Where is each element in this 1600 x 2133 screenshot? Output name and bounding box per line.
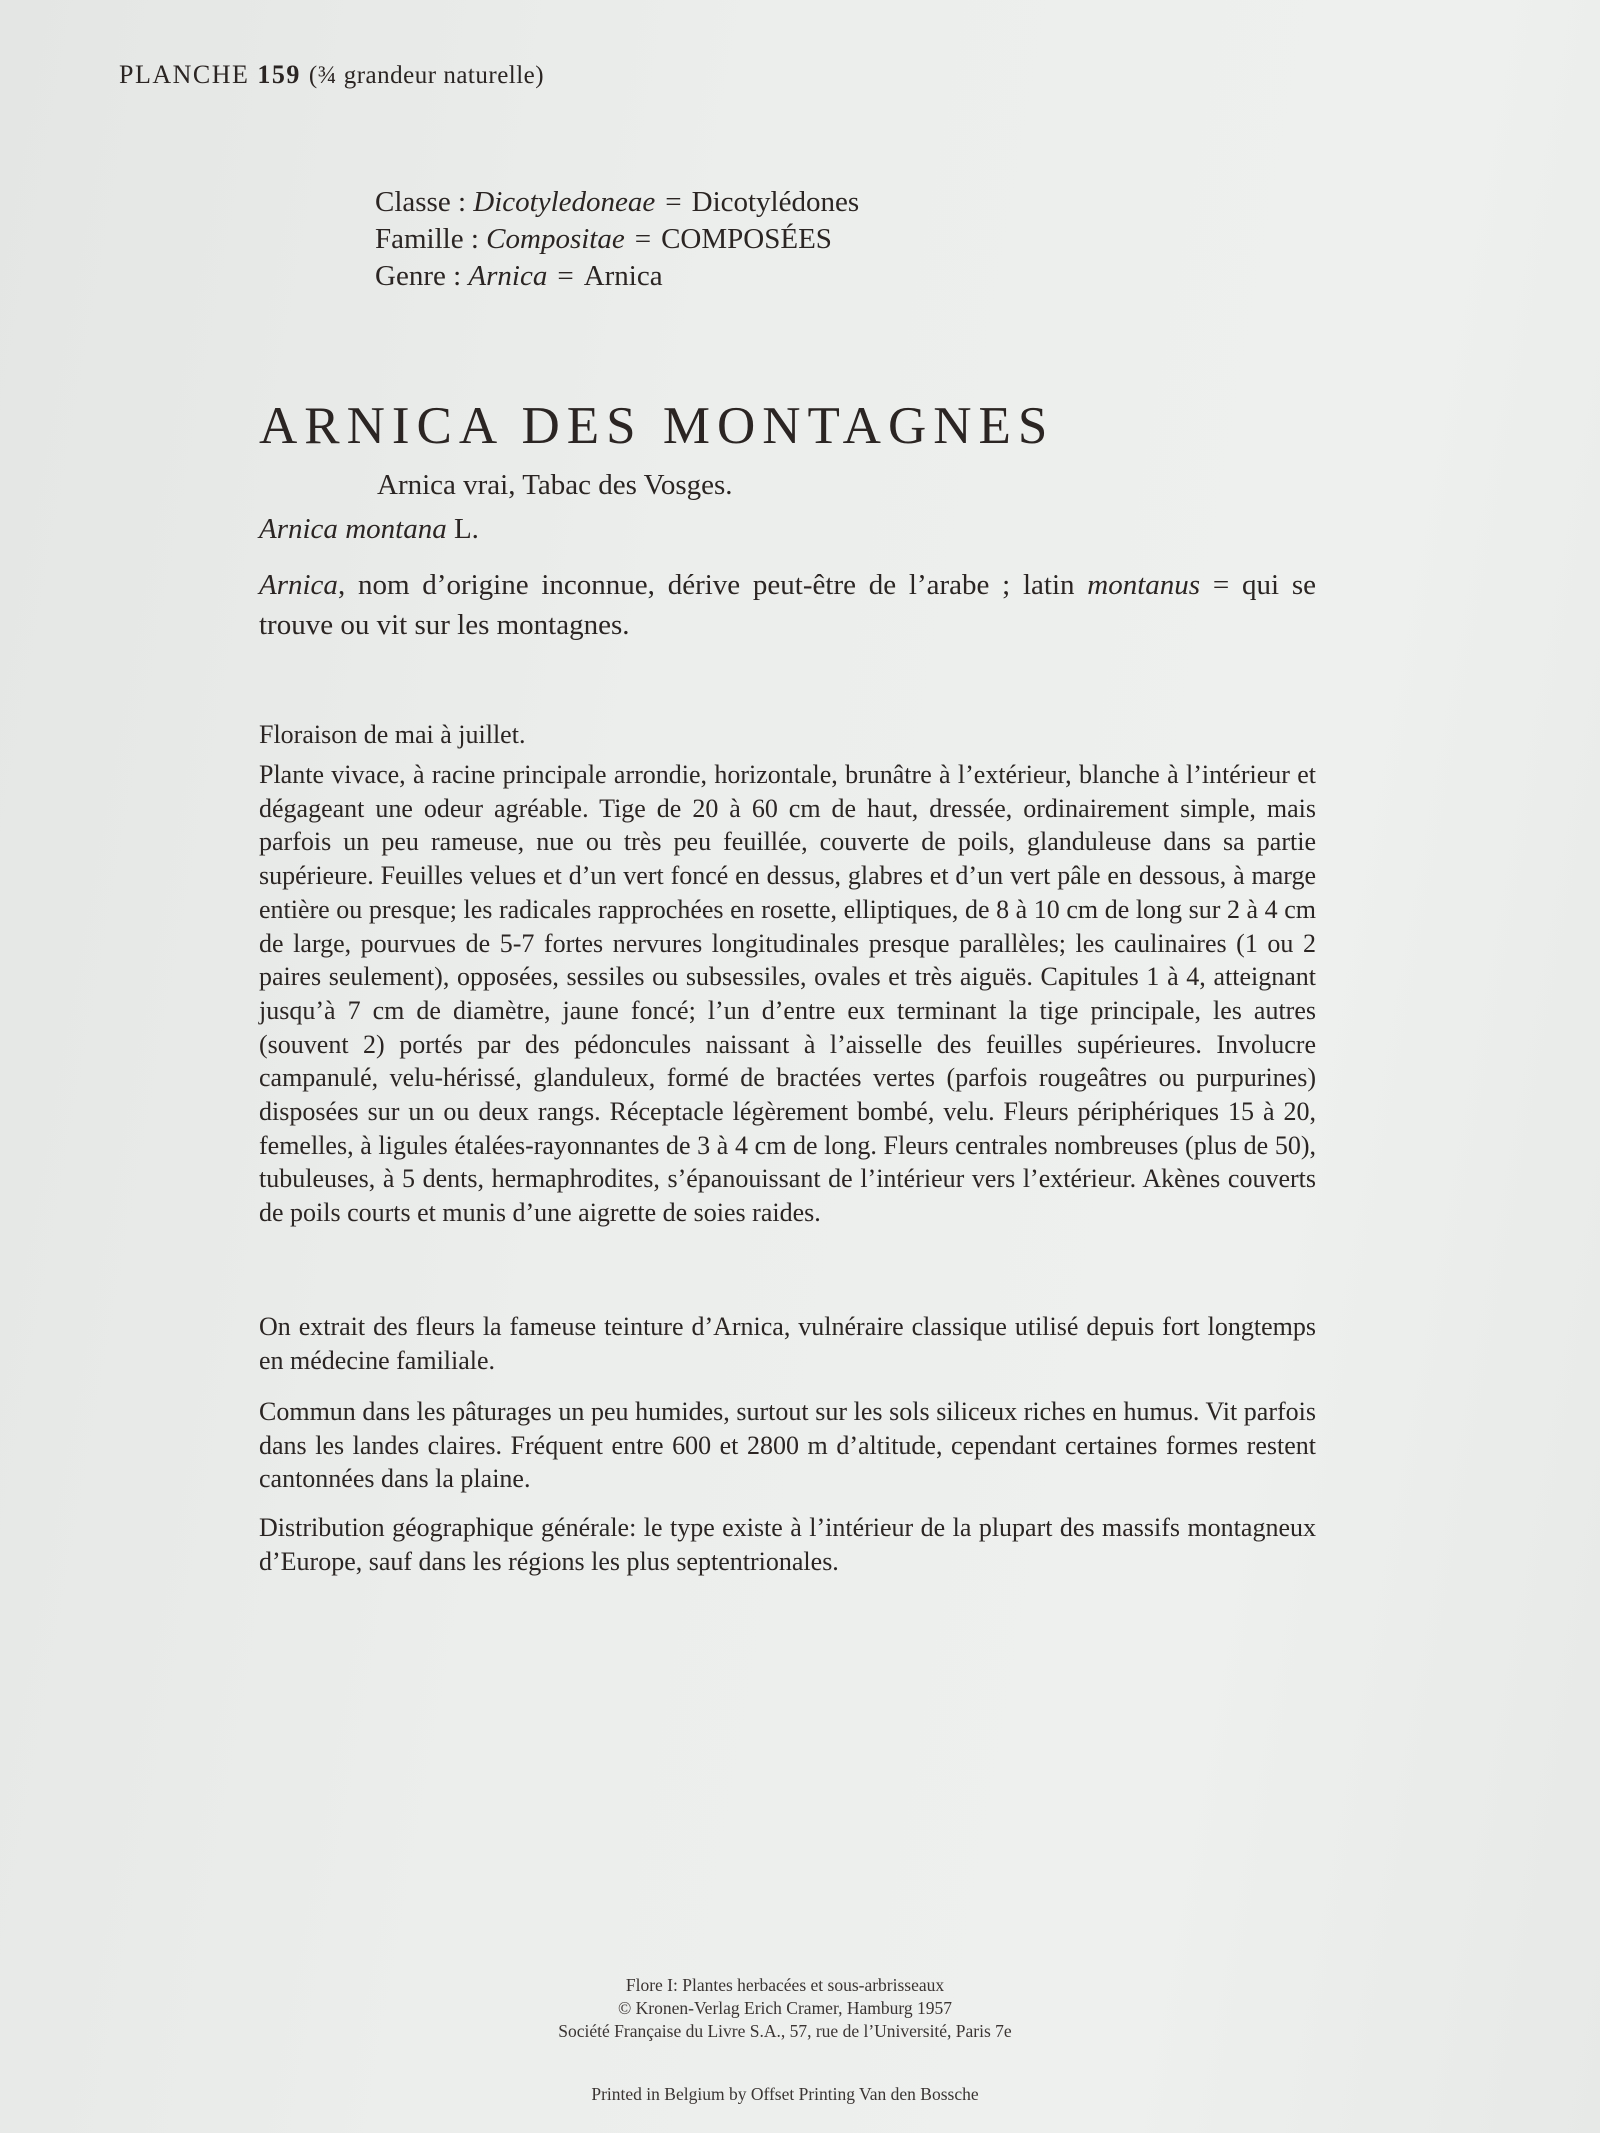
latin-genus: Arnica bbox=[259, 513, 338, 545]
latin-author: L. bbox=[453, 513, 479, 545]
taxonomy-block bbox=[375, 184, 859, 295]
description-paragraph bbox=[259, 758, 1316, 1230]
footer-credits bbox=[0, 1974, 1570, 2043]
species-title: ARNICA DES MONTAGNES bbox=[259, 397, 1055, 455]
taxonomy-equals: = bbox=[634, 223, 652, 255]
plate-label: PLANCHE bbox=[119, 60, 250, 89]
taxonomy-rank: Classe : bbox=[375, 186, 467, 218]
footer-printer bbox=[0, 2083, 1570, 2106]
taxonomy-french: Dicotylédones bbox=[691, 186, 860, 218]
plate-header bbox=[119, 60, 544, 90]
footer-printer-text: Printed in Belgium by Offset Printing Van den Bossche bbox=[591, 2084, 979, 2104]
latin-epithet: montana bbox=[345, 513, 447, 545]
taxonomy-latin: Dicotyledoneae bbox=[473, 186, 656, 218]
common-names: Arnica vrai, Tabac des Vosges. bbox=[377, 469, 733, 501]
taxonomy-french: Arnica bbox=[583, 260, 663, 292]
taxonomy-latin: Compositae bbox=[486, 223, 625, 255]
latin-name bbox=[259, 513, 479, 546]
flowering-text: Floraison de mai à juillet. bbox=[259, 720, 526, 749]
scale-note: (¾ grandeur naturelle) bbox=[308, 62, 545, 89]
taxonomy-row-family bbox=[375, 221, 859, 258]
footer-copyright: © Kronen-Verlag Erich Cramer, Hamburg 1957 bbox=[618, 1998, 952, 2018]
taxonomy-latin: Arnica bbox=[468, 260, 548, 292]
plate-number: 159 bbox=[257, 60, 301, 89]
etymology-paragraph bbox=[259, 565, 1316, 645]
habitat-paragraph bbox=[259, 1395, 1316, 1496]
etymology-text: , nom d’origine inconnue, dérive peut-être de l’arabe ; latin bbox=[337, 569, 1088, 601]
taxonomy-row-class bbox=[375, 184, 859, 221]
flowering-period bbox=[259, 718, 1316, 752]
etymology-term: Arnica bbox=[259, 569, 338, 601]
distribution-text: Distribution géographique générale: le type existe à l’intérieur de la plupart des massifs montagneux d’Europe, sauf dans les régions les plus septentrionales. bbox=[259, 1513, 1316, 1576]
taxonomy-french: COMPOSÉES bbox=[661, 223, 832, 255]
etymology-term: montanus bbox=[1087, 569, 1201, 601]
usage-paragraph bbox=[259, 1310, 1316, 1377]
taxonomy-equals: = bbox=[557, 260, 574, 292]
description-text: Plante vivace, à racine principale arrondie, horizontale, brunâtre à l’extérieur, blanche à l’intérieur et dégageant une odeur agréable. Tige de 20 à 60 cm de haut, dressée, ordinairement simple, mais parfois un peu rameuse, nue ou très peu feuillée, couverte de poils, glanduleuse dans sa partie supérieure. Feuilles velues et d’un vert foncé en dessus, glabres et d’un vert pâle en dessous, à marge entière ou presque; les radicales rapprochées en rosette, elliptiques, de 8 à 10 cm de long sur 2 à 4 cm de large, pourvues de 5-7 fortes nervures longitudinales presque parallèles; les caulinaires (1 ou 2 paires seulement), opposées, sessiles ou subsessiles, ovales et très aiguës. Capitules 1 à 4, atteignant jusqu’à 7 cm de diamètre, jaune foncé; l’un d’entre eux terminant la tige principale, les autres (souvent 2) portés par des pédoncules naissant à l’aisselle des feuilles supérieures. Involucre campanulé, velu-hérissé, glanduleux, formé de bractées vertes (parfois rougeâtres ou purpurines) disposées sur un ou deux rangs. Réceptacle légèrement bombé, velu. Fleurs périphériques 15 à 20, femelles, à ligules étalées-rayonnantes de 3 à 4 cm de long. Fleurs centrales nombreuses (plus de 50), tubuleuses, à 5 dents, hermaphrodites, s’épanouissant de l’intérieur vers l’extérieur. Akènes couverts de poils courts et munis d’une aigrette de soies raides. bbox=[259, 760, 1316, 1228]
taxonomy-equals: = bbox=[665, 186, 682, 218]
taxonomy-row-genus bbox=[375, 258, 859, 295]
footer-series: Flore I: Plantes herbacées et sous-arbrisseaux bbox=[625, 1975, 945, 1995]
footer-publisher: Société Française du Livre S.A., 57, rue de l’Université, Paris 7e bbox=[558, 2021, 1012, 2041]
habitat-text: Commun dans les pâturages un peu humides, surtout sur les sols siliceux riches en humus. Vit parfois dans les landes claires. Fréquent entre 600 et 2800 m d’altitude, cependant certaines formes restent cantonnées dans la plaine. bbox=[259, 1397, 1316, 1494]
distribution-paragraph bbox=[259, 1511, 1316, 1578]
taxonomy-rank: Genre : bbox=[375, 260, 462, 292]
usage-text: On extrait des fleurs la fameuse teinture d’Arnica, vulnéraire classique utilisé depuis fort longtemps en médecine familiale. bbox=[259, 1312, 1316, 1375]
taxonomy-rank: Famille : bbox=[375, 223, 479, 255]
etymology-text: = qui se trouve ou vit sur les montagnes. bbox=[259, 569, 1316, 641]
